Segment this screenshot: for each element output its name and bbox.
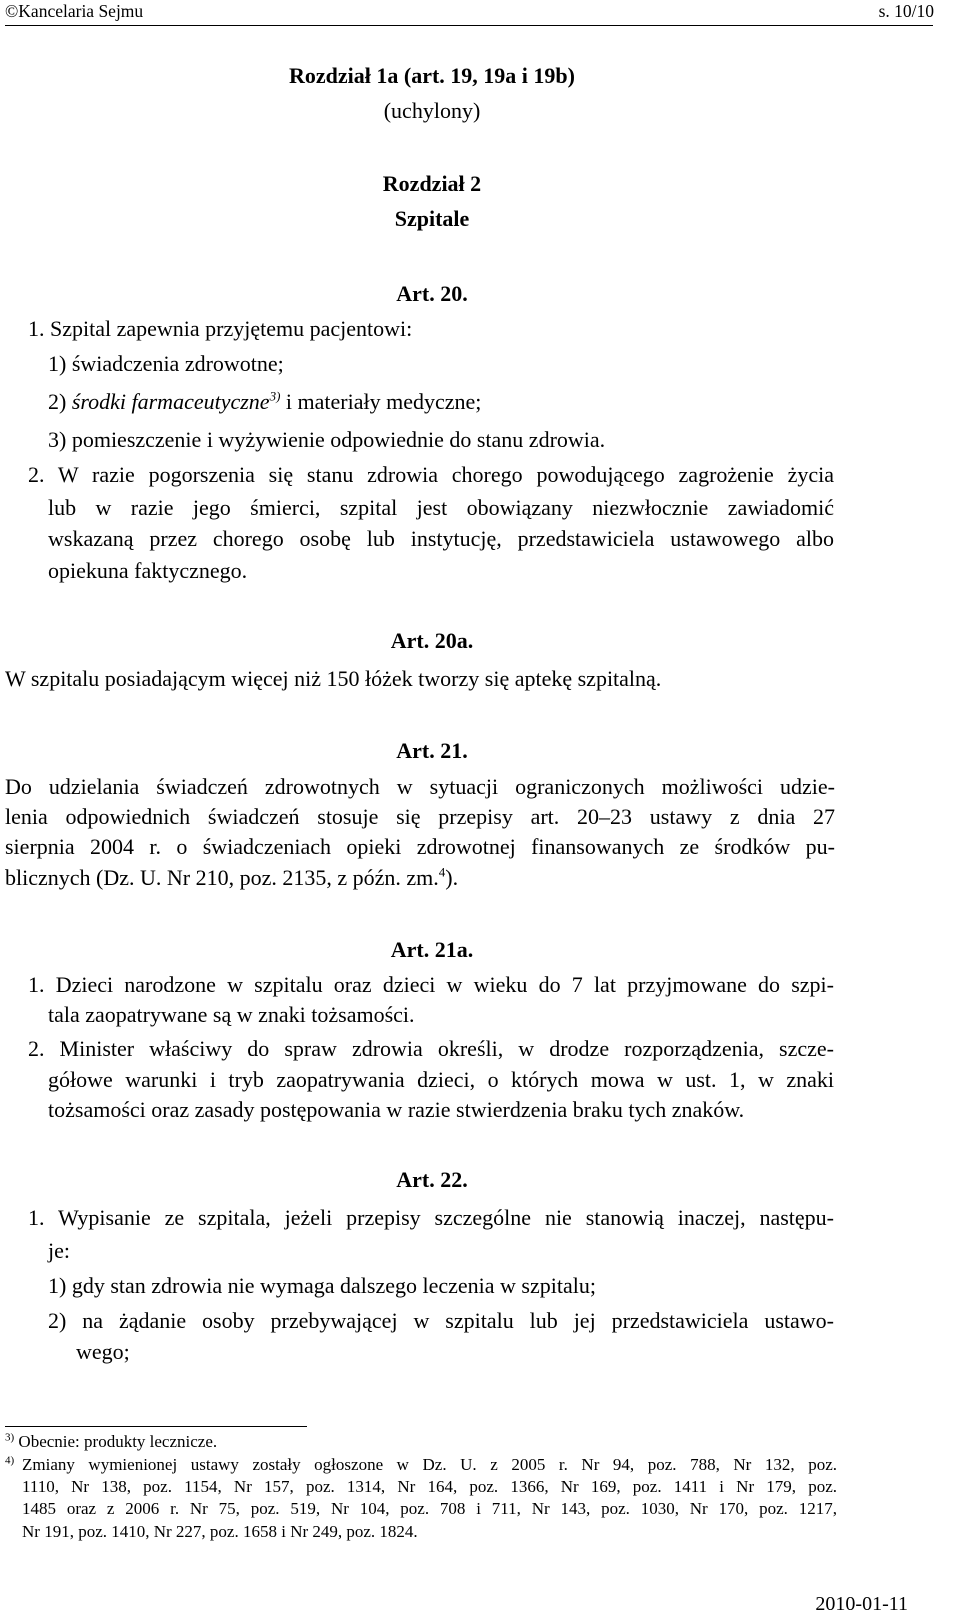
art-21-line-1: Do udzielania świadczeń zdrowotnych w sytuacji ograniczonych możliwości udzie-	[5, 774, 835, 799]
footnote-separator	[5, 1426, 307, 1427]
art-21a-paragraph-2-line-3: tożsamości oraz zasady postępowania w razie stwierdzenia braku tych znaków.	[48, 1097, 745, 1122]
art-21-line-4-end: ).	[445, 865, 459, 890]
art-20-heading: Art. 20.	[396, 281, 468, 306]
art-22-item-2-line-2: wego;	[76, 1339, 130, 1364]
art-21a-heading: Art. 21a.	[390, 937, 474, 962]
footnote-4-line-2: 1110, Nr 138, poz. 1154, Nr 157, poz. 1314, Nr 164, poz. 1366, Nr 169, poz. 1411 i Nr 179, poz.	[22, 1477, 837, 1496]
chapter-1a-note: (uchylony)	[383, 98, 481, 123]
art-21a-paragraph-2-line-2: gółowe warunki i tryb zaopatrywania dzieci, o których mowa w ust. 1, w znaki	[48, 1067, 834, 1092]
art-20-paragraph-2-line-4: opiekuna faktycznego.	[48, 558, 248, 583]
art-20-item-2-number: 2)	[48, 389, 72, 414]
footnote-3	[5, 1431, 217, 1453]
footnote-3-text: Obecnie: produkty lecznicze.	[18, 1432, 218, 1451]
chapter-2-title: Rozdział 2	[382, 171, 482, 196]
art-22-item-1: 1) gdy stan zdrowia nie wymaga dalszego leczenia w szpitalu;	[48, 1273, 596, 1298]
art-21-heading: Art. 21.	[396, 738, 468, 763]
header-source: ©Kancelaria Sejmu	[5, 1, 144, 21]
art-22-paragraph-1-line-2: je:	[48, 1238, 70, 1263]
footnote-ref-3[interactable]: 3)	[269, 388, 281, 404]
footnote-4-line-3: 1485 oraz z 2006 r. Nr 75, poz. 519, Nr 104, poz. 708 i 711, Nr 143, poz. 1030, Nr 170, poz. 1217,	[22, 1499, 837, 1518]
art-21a-paragraph-2-line-1: 2. Minister właściwy do spraw zdrowia określi, w drodze rozporządzenia, szcze-	[28, 1036, 834, 1061]
art-21-line-2: lenia odpowiednich świadczeń stosuje się przepisy art. 20–23 ustawy z dnia 27	[5, 804, 835, 829]
art-21a-paragraph-1-line-2: tala zaopatrywane są w znaki tożsamości.	[48, 1002, 415, 1027]
footnote-4-line-1: Zmiany wymienionej ustawy zostały ogłoszone w Dz. U. z 2005 r. Nr 94, poz. 788, Nr 132, poz.	[22, 1455, 837, 1474]
footer-date: 2010-01-11	[815, 1593, 908, 1615]
art-20a-text: W szpitalu posiadającym więcej niż 150 łóżek tworzy się aptekę szpitalną.	[5, 666, 662, 691]
chapter-2-subtitle: Szpitale	[394, 206, 470, 231]
header-divider	[5, 25, 933, 26]
header-page-number: s. 10/10	[878, 1, 934, 21]
art-20-paragraph-2-line-1: 2. W razie pogorszenia się stanu zdrowia chorego powodującego zagrożenie życia	[28, 462, 834, 487]
art-20-paragraph-2-line-2: lub w razie jego śmierci, szpital jest obowiązany niezwłocznie zawiadomić	[48, 495, 834, 520]
footnote-3-number: 3)	[5, 1431, 15, 1444]
art-22-heading: Art. 22.	[396, 1167, 468, 1192]
footnote-4-number-wrap	[5, 1454, 14, 1476]
art-21a-paragraph-1-line-1: 1. Dzieci narodzone w szpitalu oraz dzieci w wieku do 7 lat przyjmowane do szpi-	[28, 972, 834, 997]
art-20-item-2	[48, 388, 481, 416]
art-20a-heading: Art. 20a.	[390, 628, 474, 653]
chapter-1a-title: Rozdział 1a (art. 19, 19a i 19b)	[289, 63, 575, 88]
art-21-line-4-text: blicznych (Dz. U. Nr 210, poz. 2135, z późn. zm.	[5, 865, 439, 890]
footnote-4-number: 4)	[5, 1454, 15, 1467]
art-20-item-1: 1) świadczenia zdrowotne;	[48, 351, 284, 376]
art-21-line-4	[5, 864, 458, 892]
art-22-paragraph-1-line-1: 1. Wypisanie ze szpitala, jeżeli przepisy szczególne nie stanowią inaczej, następu-	[28, 1205, 834, 1230]
footnote-4-line-4: Nr 191, poz. 1410, Nr 227, poz. 1658 i Nr 249, poz. 1824.	[22, 1522, 418, 1541]
art-20-item-3: 3) pomieszczenie i wyżywienie odpowiednie do stanu zdrowia.	[48, 427, 606, 452]
footnote-ref-4[interactable]: 4	[438, 864, 446, 880]
art-20-item-2-rest: i materiały medyczne;	[280, 389, 482, 414]
art-21-line-3: sierpnia 2004 r. o świadczeniach opieki zdrowotnej finansowanych ze środków pu-	[5, 834, 835, 859]
art-20-item-2-italic: środki farmaceutyczne	[71, 389, 270, 414]
art-20-paragraph-1: 1. Szpital zapewnia przyjętemu pacjentowi:	[28, 316, 413, 341]
art-20-paragraph-2-line-3: wskazaną przez chorego osobę lub instytucję, przedstawiciela ustawowego albo	[48, 526, 834, 551]
art-22-item-2-line-1: 2) na żądanie osoby przebywającej w szpitalu lub jej przedstawiciela ustawo-	[48, 1308, 834, 1333]
